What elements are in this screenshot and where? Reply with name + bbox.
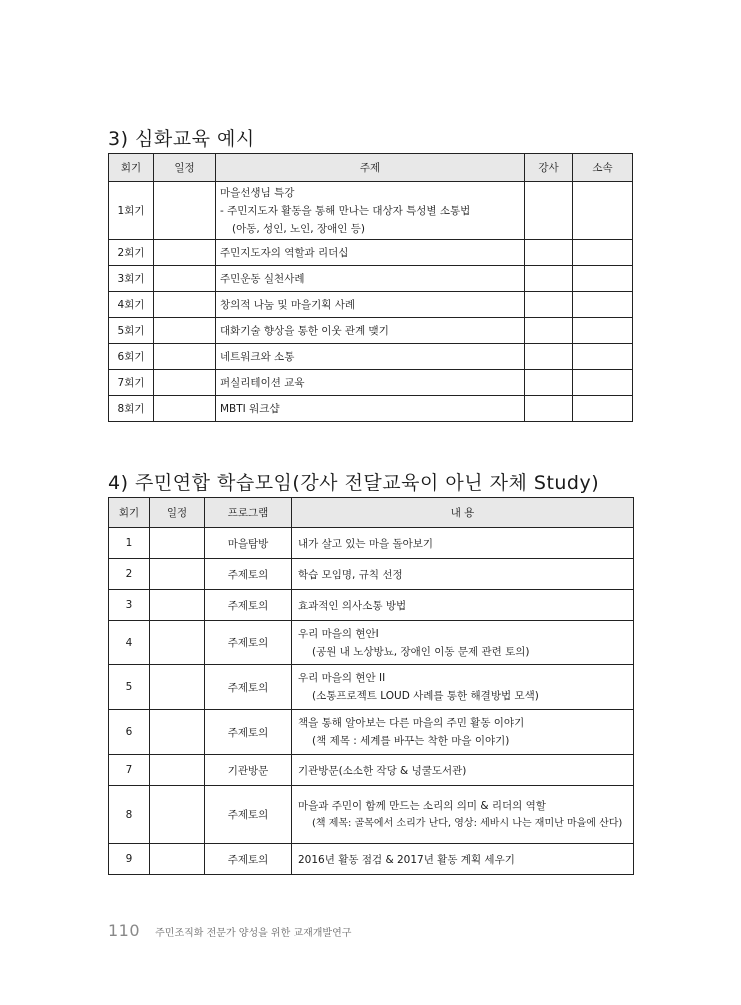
content-cell (292, 786, 634, 844)
table-header-row (109, 154, 633, 182)
session-cell: 2회기 (109, 240, 154, 266)
affiliation-cell (573, 266, 633, 292)
schedule-cell (150, 528, 205, 559)
program-cell: 주제토의 (205, 844, 292, 875)
program-cell: 주제토의 (205, 559, 292, 590)
session-cell: 3회기 (109, 266, 154, 292)
header-program: 프로그램 (205, 498, 292, 528)
content-cell: 학습 모임명, 규칙 선정 (292, 559, 634, 590)
table-row (109, 710, 634, 755)
schedule-cell (154, 182, 216, 240)
affiliation-cell (573, 240, 633, 266)
table-row (109, 370, 633, 396)
table-row (109, 755, 634, 786)
header-schedule: 일정 (154, 154, 216, 182)
table-row (109, 590, 634, 621)
affiliation-cell (573, 318, 633, 344)
header-schedule: 일정 (150, 498, 205, 528)
topic-cell: MBTI 워크샵 (216, 396, 525, 422)
content-line: 우리 마을의 현안 II (298, 672, 386, 684)
content-line: (공원 내 노상방뇨, 장애인 이동 문제 관련 토의) (312, 645, 530, 658)
session-cell: 7 (109, 755, 150, 786)
content-cell: 내가 살고 있는 마을 돌아보기 (292, 528, 634, 559)
content-line: 마을과 주민이 함께 만드는 소리의 의미 & 리더의 역할 (298, 799, 546, 812)
instructor-cell (525, 344, 573, 370)
content-cell (292, 710, 634, 755)
topic-line: (아동, 성인, 노인, 장애인 등) (232, 222, 365, 235)
instructor-cell (525, 182, 573, 240)
schedule-cell (154, 240, 216, 266)
content-cell: 효과적인 의사소통 방법 (292, 590, 634, 621)
topic-cell: 퍼실리테이션 교육 (216, 370, 525, 396)
session-cell: 2 (109, 559, 150, 590)
program-cell: 주제토의 (205, 665, 292, 710)
table-row (109, 240, 633, 266)
session-cell: 6 (109, 710, 150, 755)
content-line: 우리 마을의 현안I (298, 627, 379, 640)
session-cell: 9 (109, 844, 150, 875)
table-row (109, 292, 633, 318)
table-row (109, 844, 634, 875)
content-line: (책 제목 : 세계를 바꾸는 착한 마을 이야기) (312, 735, 510, 747)
header-session: 회기 (109, 498, 150, 528)
session-cell: 1회기 (109, 182, 154, 240)
table-row (109, 396, 633, 422)
session-cell: 4회기 (109, 292, 154, 318)
content-line: (책 제목: 골목에서 소리가 난다, 영상: 세바시 나는 재미난 마을에 산다) (312, 817, 623, 829)
session-cell: 8 (109, 786, 150, 844)
topic-cell: 대화기술 향상을 통한 이웃 관계 맺기 (216, 318, 525, 344)
table-row (109, 266, 633, 292)
session-cell: 6회기 (109, 344, 154, 370)
content-line: 책을 통해 알아보는 다른 마을의 주민 활동 이야기 (298, 717, 525, 729)
schedule-cell (150, 710, 205, 755)
section-title-3: 3) 심화교육 예시 (108, 128, 255, 150)
footer-title: 주민조직화 전문가 양성을 위한 교재개발연구 (155, 928, 352, 939)
table-row (109, 182, 633, 240)
header-session: 회기 (109, 154, 154, 182)
session-cell: 1 (109, 528, 150, 559)
schedule-cell (150, 621, 205, 665)
affiliation-cell (573, 344, 633, 370)
table-row (109, 665, 634, 710)
instructor-cell (525, 266, 573, 292)
topic-cell (216, 182, 525, 240)
schedule-cell (150, 786, 205, 844)
topic-cell: 창의적 나눔 및 마을기획 사례 (216, 292, 525, 318)
page-footer (108, 921, 351, 940)
schedule-cell (150, 590, 205, 621)
instructor-cell (525, 292, 573, 318)
table-header-row (109, 498, 634, 528)
schedule-cell (150, 844, 205, 875)
content-cell: 기관방문(소소한 작당 & 넝쿨도서관) (292, 755, 634, 786)
schedule-cell (154, 370, 216, 396)
page-number: 110 (108, 921, 141, 940)
table-row (109, 318, 633, 344)
instructor-cell (525, 396, 573, 422)
session-cell: 5회기 (109, 318, 154, 344)
program-cell: 주제토의 (205, 786, 292, 844)
study-group-table (108, 497, 634, 875)
header-affiliation: 소속 (573, 154, 633, 182)
session-cell: 3 (109, 590, 150, 621)
schedule-cell (150, 755, 205, 786)
affiliation-cell (573, 396, 633, 422)
header-content: 내 용 (292, 498, 634, 528)
content-cell: 2016년 활동 점검 & 2017년 활동 계획 세우기 (292, 844, 634, 875)
program-cell: 기관방문 (205, 755, 292, 786)
session-cell: 7회기 (109, 370, 154, 396)
affiliation-cell (573, 182, 633, 240)
content-cell (292, 621, 634, 665)
table-row (109, 621, 634, 665)
table-row (109, 344, 633, 370)
schedule-cell (154, 318, 216, 344)
program-cell: 마을탐방 (205, 528, 292, 559)
topic-cell: 주민지도자의 역할과 리더십 (216, 240, 525, 266)
topic-cell: 네트워크와 소통 (216, 344, 525, 370)
program-cell: 주제토의 (205, 621, 292, 665)
table-row (109, 528, 634, 559)
program-cell: 주제토의 (205, 590, 292, 621)
content-line: (소통프로젝트 LOUD 사례를 통한 해결방법 모색) (312, 690, 539, 702)
section-title-4: 4) 주민연합 학습모임(강사 전달교육이 아닌 자체 Study) (108, 472, 600, 494)
schedule-cell (154, 344, 216, 370)
instructor-cell (525, 318, 573, 344)
table-row (109, 559, 634, 590)
affiliation-cell (573, 292, 633, 318)
schedule-cell (150, 665, 205, 710)
session-cell: 8회기 (109, 396, 154, 422)
content-cell (292, 665, 634, 710)
table-row (109, 786, 634, 844)
header-instructor: 강사 (525, 154, 573, 182)
schedule-cell (154, 292, 216, 318)
program-cell: 주제토의 (205, 710, 292, 755)
session-cell: 5 (109, 665, 150, 710)
topic-line: - 주민지도자 활동을 통해 만나는 대상자 특성별 소통법 (220, 204, 471, 217)
topic-line: 마을선생님 특강 (220, 186, 295, 199)
instructor-cell (525, 240, 573, 266)
header-topic: 주제 (216, 154, 525, 182)
topic-cell: 주민운동 실천사례 (216, 266, 525, 292)
schedule-cell (150, 559, 205, 590)
schedule-cell (154, 266, 216, 292)
session-cell: 4 (109, 621, 150, 665)
instructor-cell (525, 370, 573, 396)
schedule-cell (154, 396, 216, 422)
affiliation-cell (573, 370, 633, 396)
advanced-education-table (108, 153, 633, 422)
